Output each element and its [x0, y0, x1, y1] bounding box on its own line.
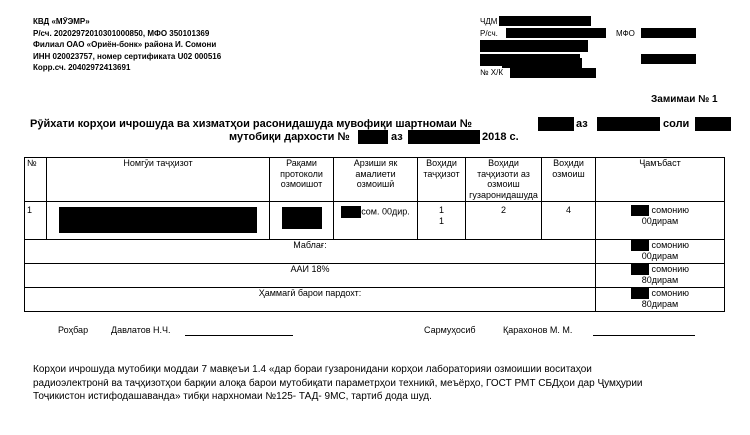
director-signature-line: [185, 335, 293, 336]
redaction: [631, 240, 649, 251]
redaction: [631, 288, 649, 299]
row-number: 1: [25, 202, 47, 240]
director-name: Давлатов Н.Ч.: [111, 325, 171, 335]
equipment-name-cell: [47, 202, 270, 240]
redaction: [641, 28, 696, 38]
summary-row: [25, 288, 725, 312]
summary-value-cell: [596, 264, 725, 288]
summary-value-cell: [596, 288, 725, 312]
summary-label: Маблағ:: [25, 240, 596, 264]
col-header: Ҷамъбаст: [596, 158, 725, 202]
header-line: Р/сч. 20202972010301000850, МФО 350101369: [33, 28, 210, 38]
header-line: КВД «МӮЭМР»: [33, 17, 90, 26]
title-text: соли: [663, 118, 690, 130]
summary-dirams: 80дирам: [641, 299, 679, 310]
col-header: Воҳиди таҷҳизот: [418, 158, 466, 202]
accountant-name: Қарахонов М. М.: [503, 325, 573, 335]
accountant-signature-line: [593, 335, 695, 336]
rs-label: Р/сч.: [480, 29, 498, 38]
table-row: [25, 202, 725, 240]
redaction: [499, 16, 591, 26]
mfo-label: МФО: [616, 29, 635, 38]
redaction: [631, 264, 649, 275]
appendix-label: Замимаи № 1: [651, 94, 718, 105]
row-total-cell: [596, 202, 725, 240]
document-title-line1: [30, 118, 472, 130]
footer-paragraph: [33, 363, 738, 404]
col-header: Воҳиди озмоиш: [542, 158, 596, 202]
total-dirams: 00дирам: [641, 216, 679, 227]
table-header-row: [25, 158, 725, 202]
summary-row: [25, 264, 725, 288]
test-units: 4: [542, 202, 596, 240]
works-table: [24, 157, 725, 312]
header-line: Корр.сч. 20402972413691: [33, 63, 131, 72]
redaction: [358, 130, 388, 144]
summary-value-cell: [596, 240, 725, 264]
summary-label: ААИ 18%: [25, 264, 596, 288]
tested-units: 2: [466, 202, 542, 240]
nk-label: № Х/К: [480, 68, 504, 77]
footer-line: радиоэлектронӣ ва таҷҳизотҳои барқии алоқа барои мутобиқати параметрҳои техникӣ, меъёрҳо, ГОСТ РМТ СБДҳои дар Ҷумҳурии: [33, 377, 643, 389]
redaction: [506, 28, 606, 38]
header-line: Филиал ОАО «Ориён-бонк» района И. Сомони: [33, 40, 217, 49]
redaction: [538, 117, 574, 131]
footer-line: Корҳои ичрошуда мутобиқи моддаи 7 мавқеъи 1.4 «дар бораи гузаронидани корҳои лабораторияи озмоишии воситаҳои: [33, 364, 592, 375]
summary-label: Ҳаммагӣ барои пардохт:: [25, 288, 596, 312]
title-text: аз: [576, 118, 588, 130]
redaction: [631, 205, 649, 216]
right-header: [480, 16, 730, 78]
equipment-units-cell: [418, 202, 466, 240]
title-text: аз: [391, 131, 403, 143]
title-text: мутобиқи дархости №: [229, 131, 350, 143]
summary-somoni: сомонию: [651, 264, 690, 274]
units-value: 1: [438, 215, 444, 226]
units-value: 1: [438, 205, 444, 215]
total-somoni: сомонию: [651, 205, 690, 215]
unit-price: сом. 00дир.: [361, 206, 410, 217]
unit-price-cell: [334, 202, 418, 240]
redaction: [341, 206, 361, 218]
footer-line: Тоҷикистон истифодашаванда» тибқи нархномаи №125- ТАД- 9МС, тартиб дода шуд.: [33, 391, 432, 402]
summary-somoni: сомонию: [651, 288, 690, 298]
redaction: [480, 40, 588, 52]
redaction: [408, 130, 480, 144]
chdm-label: ЧДМ: [480, 17, 498, 26]
rma-label: РМА: [480, 59, 498, 68]
redaction: [695, 117, 731, 131]
summary-row: [25, 240, 725, 264]
col-header: №: [25, 158, 47, 202]
left-header: [33, 16, 221, 74]
redaction: [597, 117, 660, 131]
redaction: [282, 207, 322, 229]
accountant-role: Сармуҳосиб: [424, 325, 476, 335]
summary-dirams: 00дирам: [641, 251, 679, 262]
summary-somoni: сомонию: [651, 240, 690, 250]
col-header: Воҳиди таҷҳизоти аз озмоиш гузаронидашуда: [466, 158, 542, 202]
header-line: ИНН 020023757, номер сертификата U02 000516: [33, 51, 222, 61]
col-header: Арзиши як амалиети озмоишӣ: [334, 158, 418, 202]
redaction: [502, 58, 582, 68]
title-text: 2018 с.: [482, 131, 519, 143]
redaction: [510, 68, 596, 78]
col-header: Рақами протоколи озмоишот: [270, 158, 334, 202]
redaction: [641, 54, 696, 64]
title-text: Рӯйхати корҳои ичрошуда ва хизматҳои расонидашуда мувофиқи шартномаи №: [30, 118, 473, 130]
director-role: Роҳбар: [58, 325, 89, 335]
summary-dirams: 80дирам: [641, 275, 679, 286]
protocol-number-cell: [270, 202, 334, 240]
col-header: Номгӯи таҷҳизот: [47, 158, 270, 202]
redaction: [59, 207, 257, 233]
